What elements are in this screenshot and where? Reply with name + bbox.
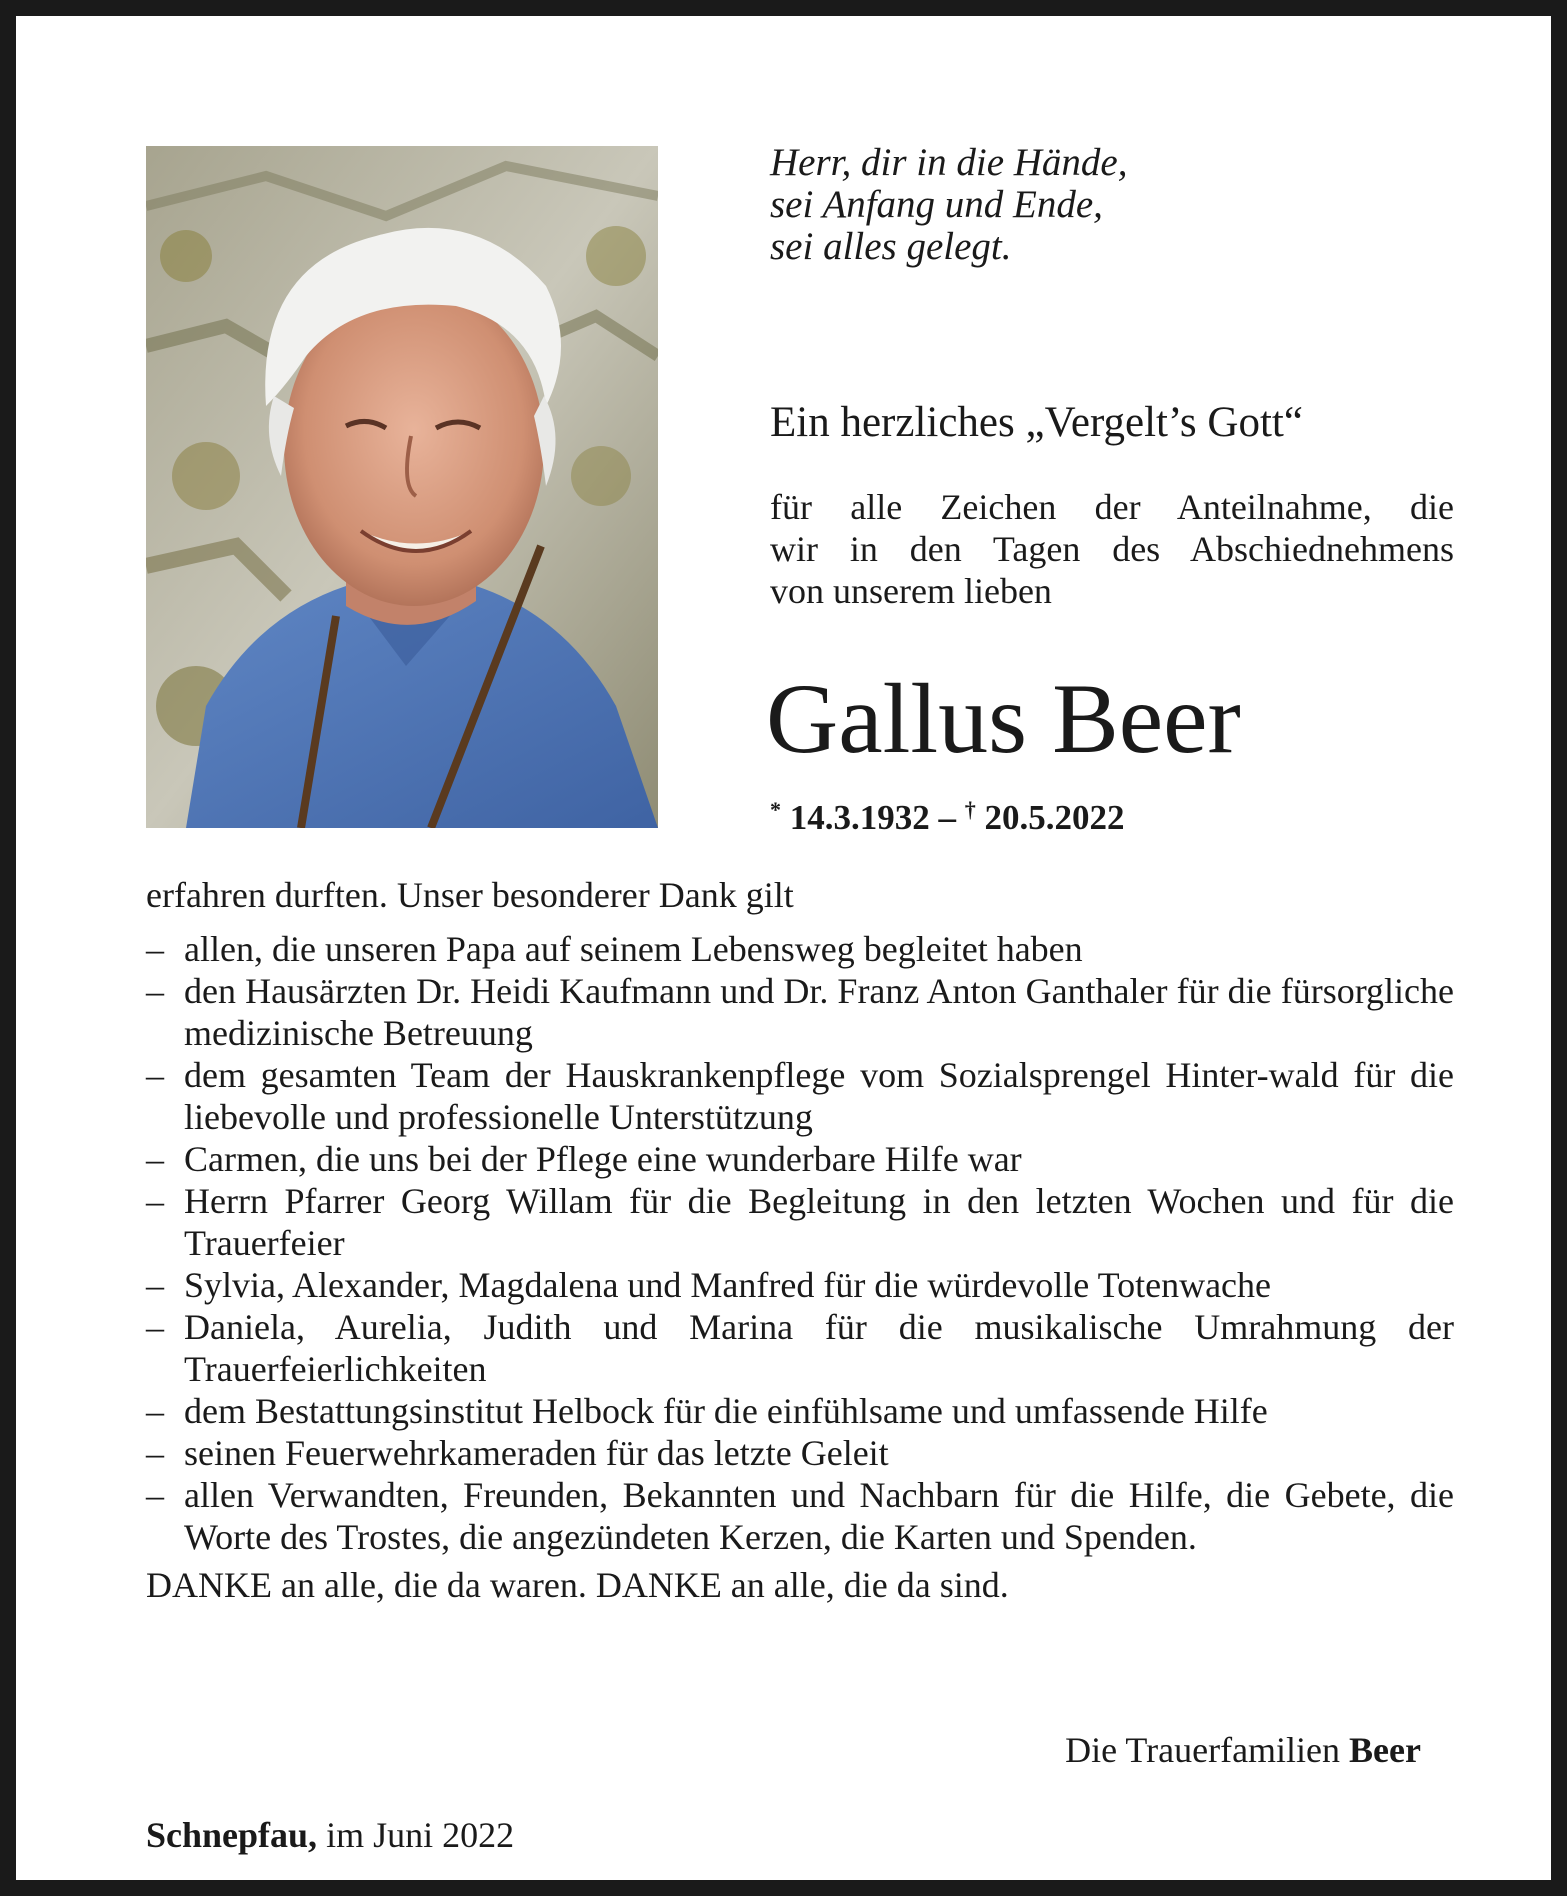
birth-mark: * <box>770 797 781 822</box>
portrait-illustration <box>146 146 658 828</box>
signature <box>1065 1729 1421 1771</box>
motto-verse <box>770 142 1470 268</box>
list-item: – Herrn Pfarrer Georg Willam für die Begleitung in den letzten Wochen und für die Trauerfeier <box>146 1180 1454 1264</box>
list-item: – dem Bestattungsinstitut Helbock für die einfühlsame und umfassende Hilfe <box>146 1390 1454 1432</box>
place-date <box>146 1814 514 1856</box>
thanks-list <box>146 928 1454 1558</box>
death-date: 20.5.2022 <box>984 798 1125 837</box>
list-item: – Carmen, die uns bei der Pflege eine wunderbare Hilfe war <box>146 1138 1454 1180</box>
portrait-photo <box>146 146 658 828</box>
motto-line: Herr, dir in die Hände, <box>770 141 1128 184</box>
list-item: – Daniela, Aurelia, Judith und Marina für die musikalische Umrahmung der Trauerfeierlichkeiten <box>146 1306 1454 1390</box>
list-item: – dem gesamten Team der Hauskrankenpflege vom Sozialsprengel Hinter-wald für die liebevolle und professionelle Unterstützung <box>146 1054 1454 1138</box>
signature-family: Beer <box>1349 1730 1421 1770</box>
list-item: – Sylvia, Alexander, Magdalena und Manfred für die würdevolle Totenwache <box>146 1264 1454 1306</box>
deceased-name: Gallus Beer <box>766 663 1241 774</box>
life-dates <box>770 790 1370 838</box>
death-mark: † <box>964 797 976 822</box>
intro-line: von unserem lieben <box>770 571 1052 611</box>
closing-line: DANKE an alle, die da waren. DANKE an alle, die da sind. <box>146 1565 1009 1605</box>
thanks-heading: Ein herzliches „Vergelt’s Gott“ <box>770 399 1303 446</box>
list-item: – allen Verwandten, Freunden, Bekannten und Nachbarn für die Hilfe, die Gebete, die Worte des Trostes, die angezündeten Kerzen, die Karten und Spenden. <box>146 1474 1454 1558</box>
date-separator: – <box>929 798 965 837</box>
intro-line: wir in den Tagen des Abschiednehmens <box>770 529 1454 569</box>
motto-line: sei Anfang und Ende, <box>770 183 1103 226</box>
list-item: – den Hausärzten Dr. Heidi Kaufmann und Dr. Franz Anton Ganthaler für die fürsorgliche medizinische Betreuung <box>146 970 1454 1054</box>
intro-line: für alle Zeichen der Anteilnahme, die <box>770 487 1454 527</box>
thanks-body <box>146 874 1454 1606</box>
list-item: – allen, die unseren Papa auf seinem Lebensweg begleitet haben <box>146 928 1454 970</box>
intro-text <box>770 486 1454 612</box>
signature-prefix: Die Trauerfamilien <box>1065 1730 1341 1770</box>
body-lead: erfahren durften. Unser besonderer Dank gilt <box>146 875 794 915</box>
birth-date: 14.3.1932 <box>789 798 930 837</box>
motto-line: sei alles gelegt. <box>770 225 1012 268</box>
place-town: Schnepfau, <box>146 1815 318 1855</box>
list-item: – seinen Feuerwehrkameraden für das letzte Geleit <box>146 1432 1454 1474</box>
place-month: im Juni 2022 <box>326 1815 515 1855</box>
